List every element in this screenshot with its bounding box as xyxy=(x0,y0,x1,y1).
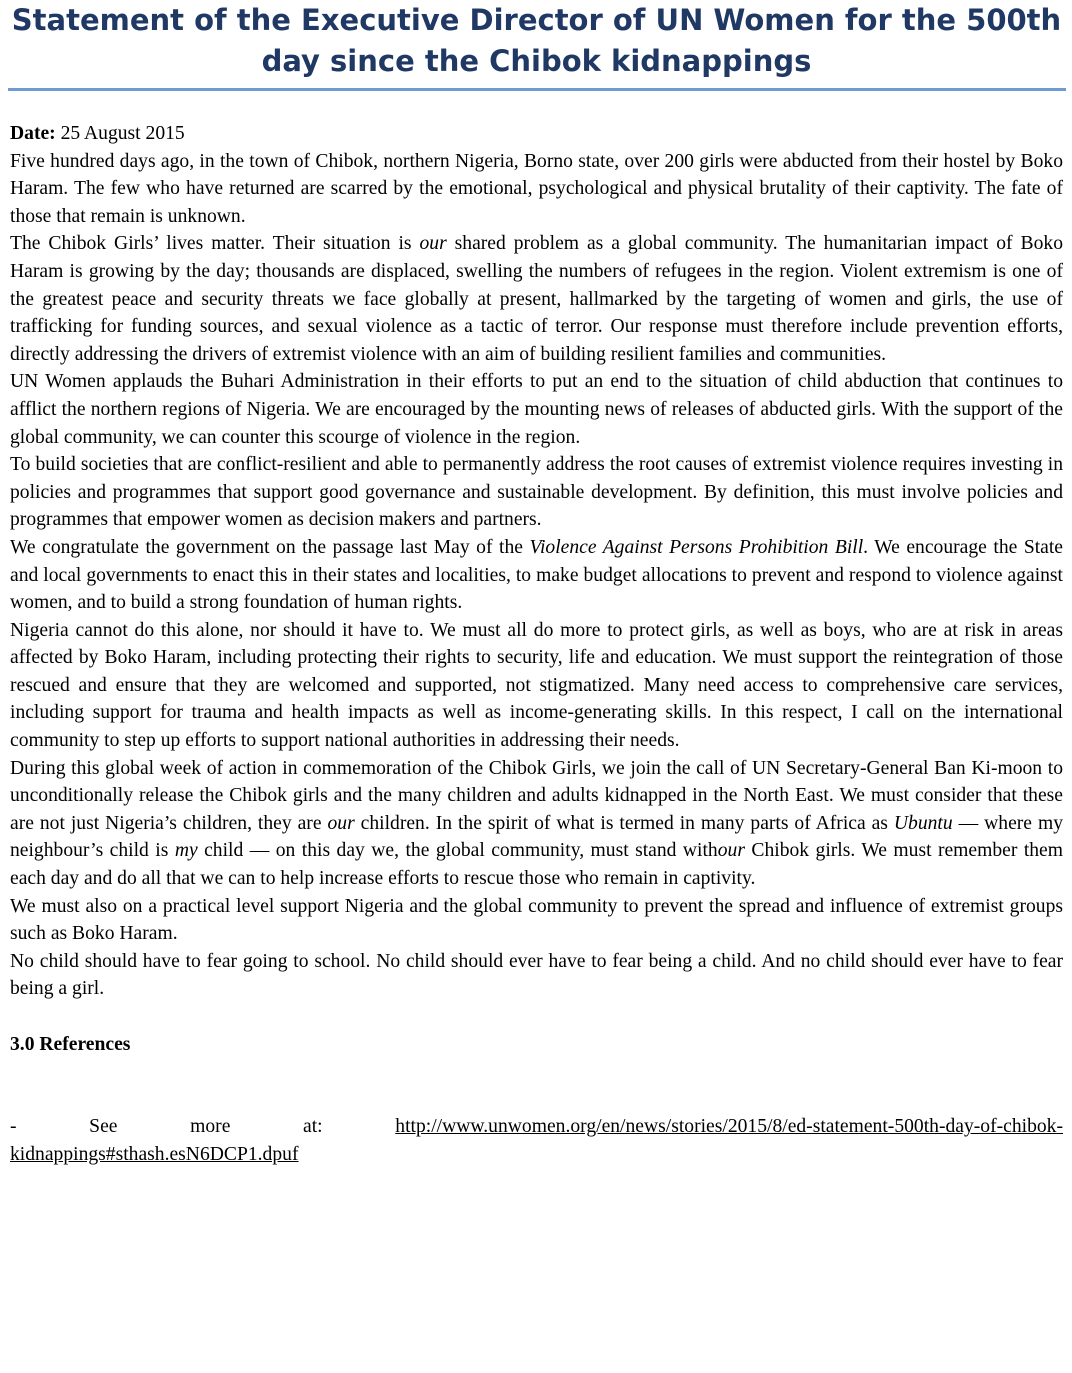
paragraph-7-text: During this global week of action in commemoration of the Chibok Girls, we join the call of UN Secretary-General Ban Ki-moon to unconditionally release the Chibok girls and the many children and adults kidnapped in the North East. We must consider that these are not just Nigeria’s children, they are xyxy=(10,757,1063,834)
paragraph-7-emphasis-ubuntu: Ubuntu xyxy=(893,812,953,834)
paragraph-2-text: The Chibok Girls’ lives matter. Their situation is xyxy=(10,233,420,255)
title-divider xyxy=(8,88,1066,91)
references-heading: 3.0 References xyxy=(10,1033,131,1055)
date-label: Date: xyxy=(10,123,56,144)
paragraph-7-text-d: child — on this day we, the global community, must stand with xyxy=(197,840,718,862)
bill-name: Violence Against Persons Prohibition Bill xyxy=(529,536,864,558)
reference-link[interactable]: http://www.unwomen.org/en/news/stories/2015/8/ed-statement-500th-day-of-chibok-kidnappings#sthash.esN6DCP1.dpuf xyxy=(10,1116,1063,1165)
paragraph-2 xyxy=(10,230,1063,368)
paragraph-7-emphasis-our-2: our xyxy=(717,840,745,862)
date-value: 25 August 2015 xyxy=(55,123,185,144)
paragraph-7-emphasis-our: our xyxy=(327,812,355,834)
paragraph-6: Nigeria cannot do this alone, nor should it have to. We must all do more to protect girls, as well as boys, who are at risk in areas affected by Boko Haram, including protecting their rights to security, life and education. We must support the reintegration of those rescued and ensure that they are welcomed and supported, not stigmatized. Many need access to comprehensive care services, including support for trauma and health impacts as well as income-generating skills. In this respect, I call on the international community to step up efforts to support national authorities in addressing their needs. xyxy=(10,619,1063,752)
reference-entry xyxy=(10,1113,1063,1168)
paragraph-5-text: We congratulate the government on the passage last May of the xyxy=(10,536,530,558)
paragraph-9: No child should have to fear going to school. No child should ever have to fear being a child. And no child should ever have to fear being a girl. xyxy=(10,950,1063,1000)
document-body xyxy=(10,120,1063,1168)
reference-lead: - See more at: xyxy=(10,1116,396,1138)
paragraph-7 xyxy=(10,755,1063,893)
paragraph-1: Five hundred days ago, in the town of Chibok, northern Nigeria, Borno state, over 200 girls were abducted from their hostel by Boko Haram. The few who have returned are scarred by the emotional, psychological and physical brutality of their captivity. The fate of those that remain is unknown. xyxy=(10,150,1063,227)
document-title: Statement of the Executive Director of UN Women for the 500th day since the Chibok kidnappings xyxy=(11,3,1062,78)
paragraph-2-text-cont: shared problem as a global community. The humanitarian impact of Boko Haram is growing by the day; thousands are displaced, swelling the numbers of refugees in the region. Violent extremism is one of the greatest peace and security threats we face globally at present, hallmarked by the targeting of women and girls, the use of trafficking for funding sources, and sexual violence as a tactic of terror. Our response must therefore include prevention efforts, directly addressing the drivers of extremist violence with an aim of building resilient families and communities. xyxy=(10,233,1063,365)
paragraph-8: We must also on a practical level support Nigeria and the global community to prevent the spread and influence of extremist groups such as Boko Haram. xyxy=(10,895,1063,945)
paragraph-4: To build societies that are conflict-resilient and able to permanently address the root causes of extremist violence requires investing in policies and programmes that support good governance and sustainable development. By definition, this must involve policies and programmes that empower women as decision makers and partners. xyxy=(10,454,1063,531)
paragraph-5 xyxy=(10,534,1063,617)
paragraph-7-text-c: — where my neighbour’s child is xyxy=(10,812,1063,862)
document-page xyxy=(10,0,1063,1165)
paragraph-7-text-b: children. In the spirit of what is termed in many parts of Africa as xyxy=(354,812,894,834)
paragraph-2-emphasis: our xyxy=(419,233,447,255)
paragraph-7-emphasis-my: my xyxy=(174,840,198,862)
paragraph-7-text-e: Chibok girls. We must remember them each day and do all that we can to help increase efforts to rescue those who remain in captivity. xyxy=(10,840,1063,890)
paragraph-5-text-cont: . We encourage the State and local governments to enact this in their states and localities, to make budget allocations to prevent and respond to violence against women, and to build a strong foundation of human rights. xyxy=(10,536,1063,614)
paragraph-3: UN Women applauds the Buhari Administration in their efforts to put an end to the situation of child abduction that continues to afflict the northern regions of Nigeria. We are encouraged by the mounting news of releases of abducted girls. With the support of the global community, we can counter this scourge of violence in the region. xyxy=(10,371,1063,448)
date-line xyxy=(10,120,1063,148)
